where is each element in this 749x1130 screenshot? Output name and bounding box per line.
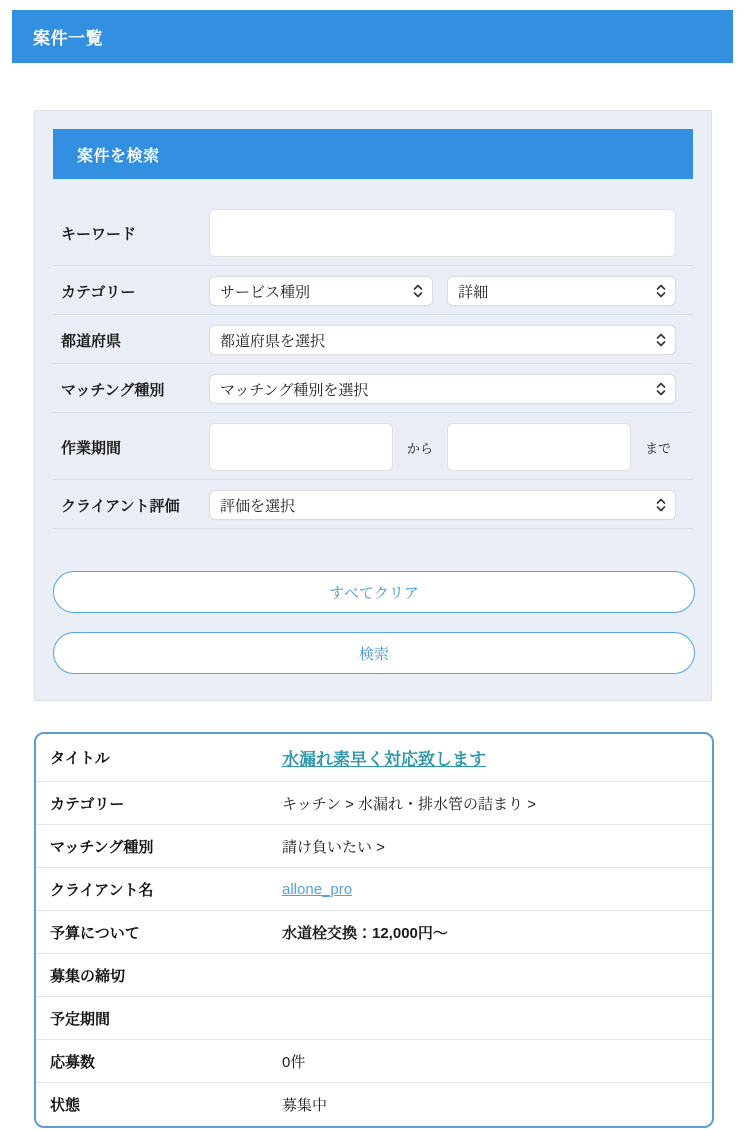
client-name-link[interactable]: allone_pro: [282, 880, 353, 898]
result-row-category: [36, 782, 712, 825]
service-type-selected-value: サービス種別: [220, 283, 311, 301]
search-panel: [34, 110, 712, 701]
prefecture-row: [53, 315, 693, 364]
budget-value: 水道栓交換：12,000円〜: [282, 924, 448, 942]
work-period-row: [53, 413, 693, 480]
case-result-card: [34, 732, 714, 1128]
result-row-schedule: [36, 997, 712, 1040]
matching-type-select[interactable]: [209, 374, 676, 404]
matching-type-selected-value: マッチング種別を選択: [220, 381, 369, 399]
client-rating-label: クライアント評価: [61, 497, 180, 515]
title-row-label: タイトル: [50, 750, 110, 767]
search-panel-header: [53, 129, 693, 179]
result-row-client-name: [36, 868, 712, 911]
keyword-label: キーワード: [61, 225, 137, 243]
work-period-label: 作業期間: [61, 439, 122, 457]
chevron-updown-icon: [656, 284, 666, 298]
page-title: 案件一覧: [33, 29, 103, 48]
client-rating-row: [53, 480, 693, 529]
matching-type-value: 請け負いたい >: [282, 838, 385, 856]
chevron-updown-icon: [413, 284, 423, 298]
result-row-title: [36, 734, 712, 782]
keyword-input[interactable]: [209, 209, 676, 257]
search-actions: [53, 529, 693, 682]
client-rating-select[interactable]: [209, 490, 676, 520]
applications-row-label: 応募数: [50, 1053, 96, 1071]
service-type-select[interactable]: [209, 276, 433, 306]
deadline-row-label: 募集の締切: [50, 967, 126, 985]
result-row-budget: [36, 911, 712, 954]
page-header: [12, 10, 733, 63]
prefecture-label: 都道府県: [61, 332, 122, 350]
search-panel-title: 案件を検索: [77, 147, 160, 165]
category-detail-selected-value: 詳細: [458, 283, 489, 301]
status-value: 募集中: [282, 1097, 328, 1114]
chevron-updown-icon: [656, 382, 666, 396]
prefecture-selected-value: 都道府県を選択: [220, 332, 326, 350]
search-button[interactable]: 検索: [53, 632, 695, 674]
keyword-row: [53, 179, 693, 266]
category-row-label: カテゴリー: [50, 795, 125, 813]
category-label: カテゴリー: [61, 283, 136, 301]
category-detail-select[interactable]: [447, 276, 676, 306]
result-row-applications: [36, 1040, 712, 1083]
period-from-suffix: から: [407, 440, 434, 456]
budget-row-label: 予算について: [50, 924, 140, 942]
schedule-row-label: 予定期間: [50, 1010, 111, 1028]
period-to-suffix: まで: [645, 440, 672, 456]
chevron-updown-icon: [656, 498, 666, 512]
matching-type-label: マッチング種別: [61, 381, 165, 399]
prefecture-select[interactable]: [209, 325, 676, 355]
case-title-link[interactable]: 水漏れ素早く対応致します: [282, 750, 486, 769]
category-row: [53, 266, 693, 315]
client-name-row-label: クライアント名: [50, 881, 154, 899]
applications-count: 0件: [282, 1053, 306, 1071]
status-row-label: 状態: [50, 1097, 81, 1114]
result-row-deadline: [36, 954, 712, 997]
clear-all-button[interactable]: すべてクリア: [53, 571, 695, 613]
matching-type-row-label: マッチング種別: [50, 838, 154, 856]
client-rating-selected-value: 評価を選択: [220, 497, 296, 515]
matching-type-row: [53, 364, 693, 413]
period-to-input[interactable]: [447, 423, 631, 471]
chevron-updown-icon: [656, 333, 666, 347]
category-breadcrumb: キッチン > 水漏れ・排水管の詰まり >: [282, 795, 536, 813]
result-row-matching-type: [36, 825, 712, 868]
period-from-input[interactable]: [209, 423, 393, 471]
